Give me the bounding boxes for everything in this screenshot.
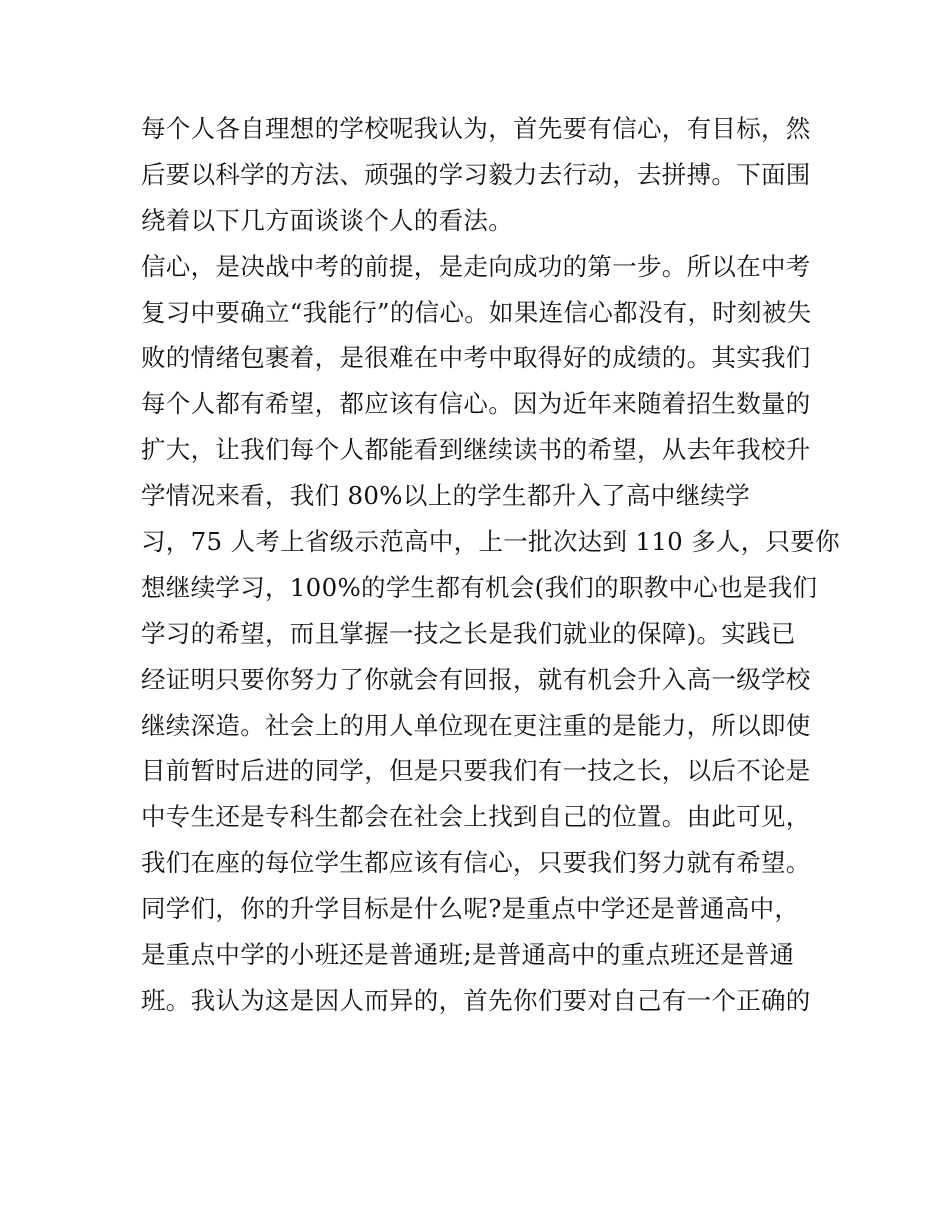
text-line: 班。我认为这是因人而异的，首先你们要对自己有一个正确的 (141, 985, 811, 1015)
text-line: 每个人各自理想的学校呢我认为，首先要有信心，有目标，然 (141, 114, 811, 143)
text-line: 学习的希望，而且掌握一技之长是我们就业的保障)。实践已 (141, 618, 796, 648)
text-line: 目前暂时后进的同学，但是只要我们有一技之长，以后不论是 (141, 756, 811, 786)
text-line: 中专生还是专科生都会在社会上找到自己的位置。由此可见， (141, 802, 811, 832)
text-line: 我们在座的每位学生都应该有信心，只要我们努力就有希望。 (141, 848, 811, 878)
text-line: 经证明只要你努力了你就会有回报，就有机会升入高一级学校 (141, 664, 811, 694)
text-line: 学情况来看，我们 80%以上的学生都升入了高中继续学 (141, 481, 751, 511)
text-line: 是重点中学的小班还是普通班;是普通高中的重点班还是普通 (141, 940, 795, 970)
text-line: 想继续学习，100%的学生都有机会(我们的职教中心也是我们 (141, 572, 818, 602)
text-line: 继续深造。社会上的用人单位现在更注重的是能力，所以即使 (141, 710, 811, 740)
text-line: 绕着以下几方面谈谈个人的看法。 (141, 205, 513, 235)
body-text (141, 106, 840, 1024)
text-line: 后要以科学的方法、顽强的学习毅力去行动，去拼搏。下面围 (141, 159, 811, 189)
text-line: 每个人都有希望，都应该有信心。因为近年来随着招生数量的 (141, 389, 811, 419)
text-line: 同学们，你的升学目标是什么呢?是重点中学还是普通高中， (141, 894, 800, 924)
text-line: 信心，是决战中考的前提，是走向成功的第一步。所以在中考 (141, 251, 811, 281)
text-line: 扩大，让我们每个人都能看到继续读书的希望，从去年我校升 (141, 435, 811, 465)
text-line: 习，75 人考上省级示范高中，上一批次达到 110 多人，只要你 (141, 527, 840, 557)
text-line: 复习中要确立“我能行”的信心。如果连信心都没有，时刻被失 (141, 297, 812, 327)
text-line: 败的情绪包裹着，是很难在中考中取得好的成绩的。其实我们 (141, 343, 811, 373)
